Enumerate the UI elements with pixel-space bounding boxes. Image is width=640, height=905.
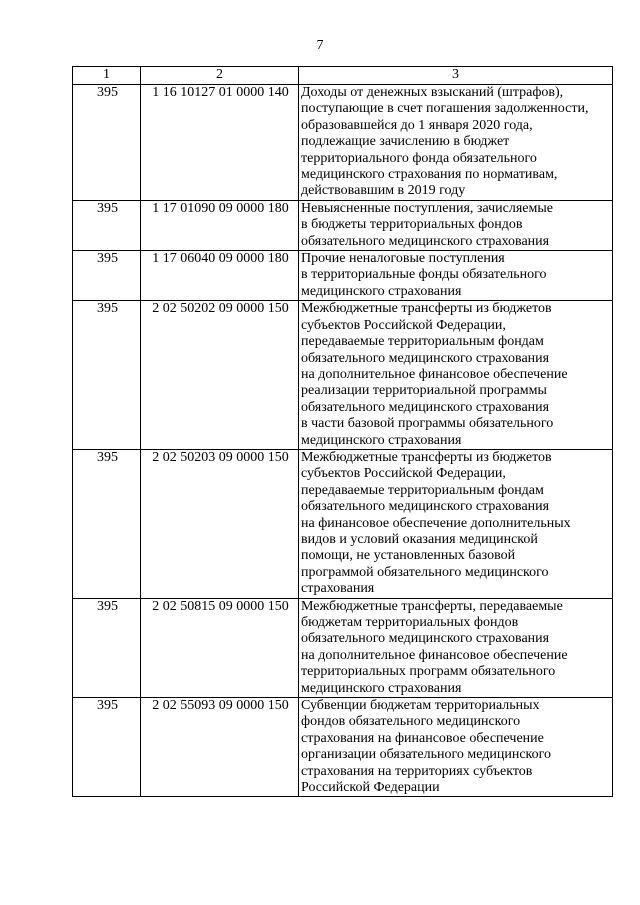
revenue-name: Субвенции бюджетам территориальных фондов обязательного медицинского страхования на финансовое обеспечение организации обязательного медицинского страхования на территориях субъектов Российской Федерации: [299, 698, 613, 797]
revenue-name: Невыясненные поступления, зачисляемые в бюджеты территориальных фондов обязательного медицинского страхования: [299, 200, 613, 250]
revenue-name: Прочие неналоговые поступления в территориальные фонды обязательного медицинского страхования: [299, 251, 613, 301]
column-header-3: 3: [299, 67, 613, 85]
table-header-row: [73, 67, 613, 85]
revenue-name: Межбюджетные трансферты, передаваемые бюджетам территориальных фондов обязательного медицинского страхования на дополнительное финансовое обеспечение территориальных программ обязательного медицинского страхования: [299, 598, 613, 697]
administrator-code: 395: [73, 698, 141, 797]
table-row: [73, 85, 613, 201]
column-header-2: 2: [141, 67, 299, 85]
revenue-codes-table: [72, 66, 613, 797]
table-row: [73, 301, 613, 450]
revenue-name: Межбюджетные трансферты из бюджетов субъектов Российской Федерации, передаваемые территориальным фондам обязательного медицинского страхования на финансовое обеспечение дополнительных видов и условий оказания медицинской помощи, не установленных базовой программой обязательного медицинского страхования: [299, 449, 613, 598]
table-row: [73, 449, 613, 598]
administrator-code: 395: [73, 301, 141, 450]
administrator-code: 395: [73, 85, 141, 201]
table-row: [73, 200, 613, 250]
administrator-code: 395: [73, 449, 141, 598]
column-header-1: 1: [73, 67, 141, 85]
budget-classification-code: 2 02 50815 09 0000 150: [141, 598, 299, 697]
budget-classification-code: 2 02 55093 09 0000 150: [141, 698, 299, 797]
administrator-code: 395: [73, 200, 141, 250]
administrator-code: 395: [73, 251, 141, 301]
revenue-name: Межбюджетные трансферты из бюджетов субъектов Российской Федерации, передаваемые территориальным фондам обязательного медицинского страхования на дополнительное финансовое обеспечение реализации территориальной программы обязательного медицинского страхования в части базовой программы обязательного медицинского страхования: [299, 301, 613, 450]
budget-classification-code: 1 16 10127 01 0000 140: [141, 85, 299, 201]
budget-classification-code: 1 17 01090 09 0000 180: [141, 200, 299, 250]
revenue-name: Доходы от денежных взысканий (штрафов), поступающие в счет погашения задолженности, образовавшейся до 1 января 2020 года, подлежащие зачислению в бюджет территориального фонда обязательного медицинского страхования по нормативам, действовавшим в 2019 году: [299, 85, 613, 201]
table-row: [73, 251, 613, 301]
budget-classification-code: 2 02 50203 09 0000 150: [141, 449, 299, 598]
page-number: 7: [316, 38, 324, 53]
budget-classification-code: 1 17 06040 09 0000 180: [141, 251, 299, 301]
budget-classification-code: 2 02 50202 09 0000 150: [141, 301, 299, 450]
table-row: [73, 698, 613, 797]
table-row: [73, 598, 613, 697]
administrator-code: 395: [73, 598, 141, 697]
